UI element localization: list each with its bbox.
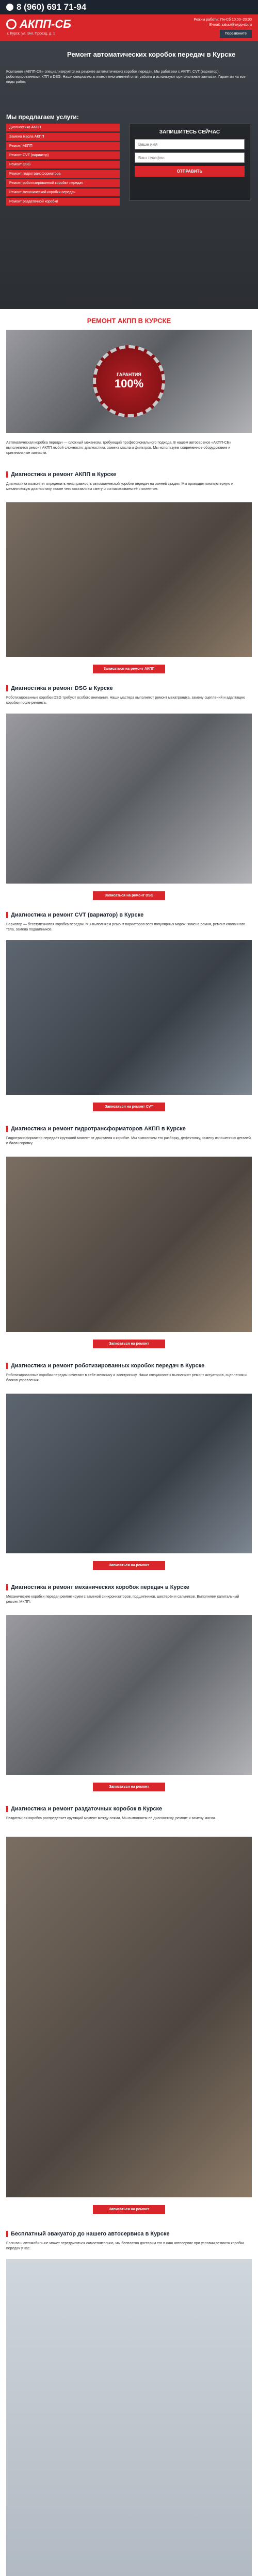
torque-photo: [6, 1157, 252, 1332]
top-phone-number[interactable]: 8 (960) 691 71-94: [17, 2, 87, 12]
title-accent: [6, 1126, 8, 1132]
page-title: Ремонт автоматических коробок передач в Курске: [67, 50, 236, 58]
block-text-robot: Роботизированные коробки передач сочетают в себе механику и электронику. Наши специалисты выполняют ремонт актуаторов, сцепления и блоков управления.: [6, 1374, 247, 1382]
callback-button[interactable]: Перезвоните: [220, 30, 252, 38]
signup-form-title: ЗАПИШИТЕСЬ СЕЙЧАС: [159, 129, 220, 135]
phone-input[interactable]: [135, 152, 245, 163]
name-input[interactable]: [135, 139, 245, 149]
manual-photo: [6, 1615, 252, 1775]
robot-photo: [6, 1394, 252, 1553]
evac-title: Бесплатный эвакуатор до нашего автосервиса в Курске: [6, 2231, 252, 2237]
dsg-signup-button[interactable]: Записаться на ремонт DSG: [93, 891, 165, 900]
service-item[interactable]: Ремонт механической коробки передач: [6, 189, 120, 196]
hero-section: [0, 41, 258, 309]
akpp-photo: [6, 502, 252, 657]
torque-signup-button[interactable]: Записаться на ремонт: [93, 1340, 165, 1348]
robot-signup-button[interactable]: Записаться на ремонт: [93, 1561, 165, 1570]
seal-value: 100%: [114, 377, 144, 390]
top-phone[interactable]: [6, 2, 86, 12]
block-title-manual: Диагностика и ремонт механических коробок передач в Курске: [6, 1584, 252, 1590]
block-text-cvt: Вариатор — бесступенчатая коробка передач. Мы выполняем ремонт вариаторов всех популярных марок: замена ремня, ремонт клапанного тела, замена подшипников.: [6, 923, 245, 931]
header-email[interactable]: E-mail: zakaz@akpp-sb.ru: [209, 23, 252, 27]
service-item[interactable]: Ремонт раздаточной коробки: [6, 198, 120, 206]
logo[interactable]: [6, 18, 71, 31]
signup-submit-button[interactable]: ОТПРАВИТЬ: [135, 166, 245, 177]
title-accent: [6, 2231, 8, 2237]
block-text-akpp: Диагностика позволяет определить неисправность автоматической коробки передач на ранней стадии. Мы проводим компьютерную и механическую диагностику, после чего составляем смету и согласовываем её с клиентом.: [6, 482, 233, 491]
block-title-robot: Диагностика и ремонт роботизированных коробок передач в Курске: [6, 1363, 252, 1369]
block-title-torque: Диагностика и ремонт гидротрансформаторов АКПП в Курске: [6, 1126, 252, 1132]
service-item[interactable]: Диагностика АКПП: [6, 124, 120, 131]
title-accent: [6, 685, 8, 691]
working-hours: Режим работы: Пн-Сб 10:00–20:00: [194, 18, 252, 22]
service-item[interactable]: Замена масла АКПП: [6, 133, 120, 141]
cvt-signup-button[interactable]: Записаться на ремонт CVT: [93, 1103, 165, 1111]
services-list: [6, 124, 120, 207]
repair-intro-text: Автоматическая коробка передач — сложный механизм, требующий профессионального подхода. В нашем автосервисе «АКПП-СБ» выполняется ремонт АКПП любой сложности, диагностика, замена масла и фильтров. Мы используем современное оборудование и оригинальные запчасти.: [6, 441, 231, 455]
phone-icon: [6, 4, 13, 11]
block-title-dsg: Диагностика и ремонт DSG в Курске: [6, 685, 252, 691]
block-text-torque: Гидротрансформатор передаёт крутящий момент от двигателя к коробке. Мы выполняем его разборку, дефектовку, замену изношенных деталей и балансировку.: [6, 1137, 251, 1145]
header-contacts: [194, 18, 252, 38]
service-item[interactable]: Ремонт роботизированной коробки передач: [6, 179, 120, 187]
seal-label: ГАРАНТИЯ: [117, 372, 141, 377]
service-item[interactable]: Ремонт гидротрансформатора: [6, 170, 120, 178]
guarantee-seal: [93, 345, 165, 417]
block-title-transfer: Диагностика и ремонт раздаточных коробок в Курске: [6, 1806, 252, 1812]
transfer-photo: [6, 1837, 252, 2197]
hero-text: Компания «АКПП-СБ» специализируется на ремонте автоматических коробок передач. Мы работаем с АКПП, CVT (вариатор), роботизированными КПП и DSG. Наши специалисты имеют многолетний опыт работы и используют оригинальные запчасти. Гарантия на все виды работ.: [6, 70, 246, 84]
signup-form: [129, 124, 250, 201]
block-text-transfer: Раздаточная коробка распределяет крутящий момент между осями. Мы выполняем её диагностику, ремонт и замену масла.: [6, 1817, 216, 1820]
cvt-photo: [6, 940, 252, 1095]
manual-signup-button[interactable]: Записаться на ремонт: [93, 1783, 165, 1791]
section-title-repair: РЕМОНТ АКПП В КУРСКЕ: [87, 317, 171, 325]
services-title: Мы предлагаем услуги:: [6, 113, 79, 121]
logo-address: г. Курск, ул. Энг. Проезд, д. 1: [7, 32, 55, 36]
block-title-cvt: Диагностика и ремонт CVT (вариатор) в Курске: [6, 912, 252, 918]
transfer-signup-button[interactable]: Записаться на ремонт: [93, 2205, 165, 2214]
service-item[interactable]: Ремонт DSG: [6, 161, 120, 168]
block-text-dsg: Роботизированные коробки DSG требуют особого внимания. Наши мастера выполняют ремонт мехатроника, замену сцеплений и адаптацию коробки после ремонта.: [6, 696, 245, 705]
block-text-manual: Механические коробки передач ремонтируем с заменой синхронизаторов, подшипников, шестерён и сальников. Выполняем капитальный ремонт МКПП.: [6, 1595, 239, 1604]
site-header: [0, 14, 258, 41]
akpp-signup-button[interactable]: Записаться на ремонт АКПП: [93, 665, 165, 673]
title-accent: [6, 471, 8, 478]
evac-text: Если ваш автомобиль не может передвигаться самостоятельно, мы бесплатно доставим его в наш автосервис при условии ремонта коробки передач у нас.: [6, 2242, 245, 2250]
block-title-akpp: Диагностика и ремонт АКПП в Курске: [6, 471, 252, 478]
tow-truck-photo: [6, 2259, 252, 2576]
title-accent: [6, 1363, 8, 1369]
dsg-photo: [6, 714, 252, 884]
logo-text: АКПП-СБ: [20, 18, 71, 30]
title-accent: [6, 1806, 8, 1812]
title-accent: [6, 912, 8, 918]
gear-icon: [6, 19, 17, 29]
service-item[interactable]: Ремонт CVT (вариатор): [6, 151, 120, 159]
title-accent: [6, 1584, 8, 1590]
service-item[interactable]: Ремонт АКПП: [6, 142, 120, 150]
top-bar: [0, 0, 258, 14]
